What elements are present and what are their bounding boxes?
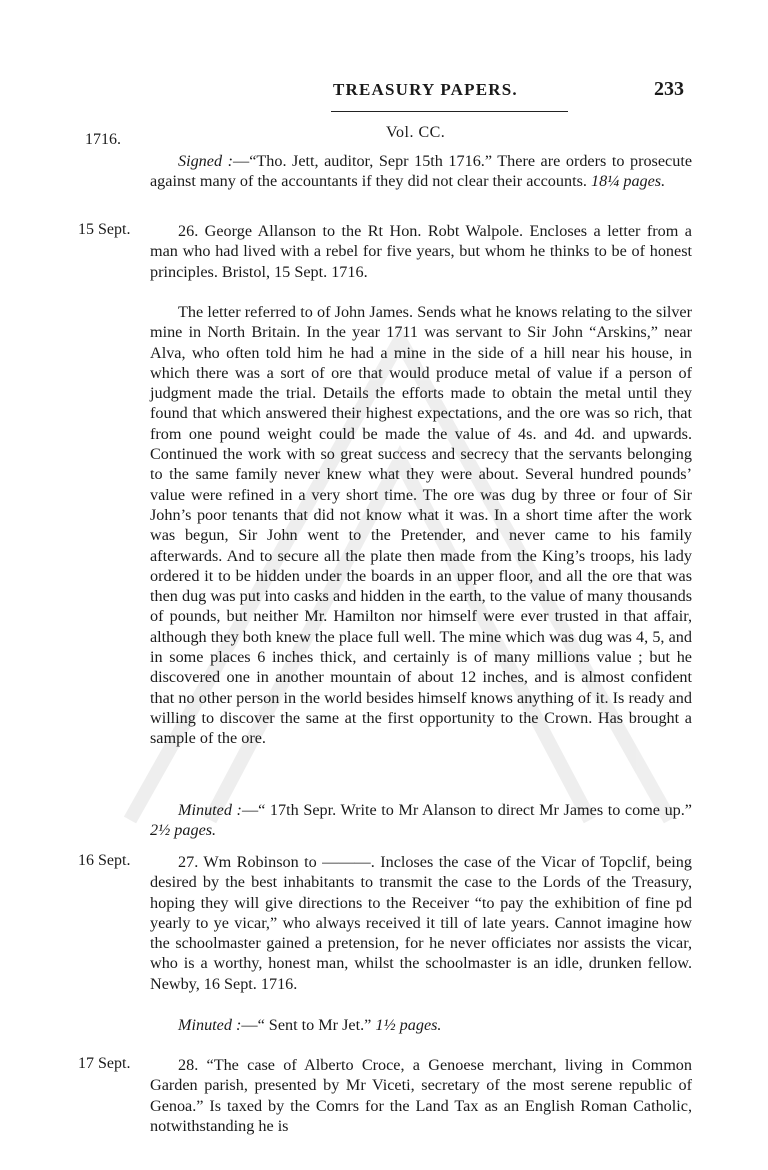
page-count: 2½ pages. — [150, 821, 217, 840]
page-count: 18¼ pages. — [590, 172, 666, 191]
minuted-text: —“ Sent to Mr Jet.” — [241, 1016, 376, 1034]
minuted-label: Minuted : — [178, 801, 242, 819]
signed-text: —“Tho. Jett, auditor, Sepr 15th 1716.” There are orders to prosecute against many of the accountants if they did not clear their accounts. — [150, 152, 693, 191]
entry-27: 27. Wm Robinson to ———. Incloses the case of the Vicar of Topclif, being desired by the best inhabitants to transmit the case to the Lords of the Treasury, hoping they will give directions to the Receiver “to pay the exhibition of fine pd yearly to ye vicar,” who always received it till of late years. Cannot imagine how the schoolmaster gained a pretension, for he never officiates nor assists the vicar, who is a worthy, honest man, whilst the schoolmaster is an idle, drunken fellow. Newby, 16 Sept. 1716. — [150, 853, 692, 993]
minuted-text: —“ 17th Sepr. Write to Mr Alanson to direct Mr James to come up.” — [241, 801, 692, 819]
running-title: TREASURY PAPERS. — [333, 80, 518, 99]
volume-label: Vol. CC. — [386, 124, 446, 141]
margin-year: 1716. — [85, 131, 121, 148]
signed-label: Signed : — [178, 152, 233, 170]
minuted-label: Minuted : — [178, 1016, 242, 1034]
page-number: 233 — [654, 78, 684, 100]
entry-28: 28. “The case of Alberto Croce, a Genoese merchant, living in Common Garden parish, presented by Mr Viceti, secretary of the most serene republic of Genoa.” Is taxed by the Comrs for the Land Tax as an English Roman Catholic, notwithstanding he is — [150, 1056, 692, 1135]
page-count: 1½ pages. — [375, 1016, 442, 1034]
margin-date: 15 Sept. — [78, 221, 131, 238]
margin-date: 17 Sept. — [78, 1055, 131, 1072]
entry-26-minuted — [150, 800, 692, 841]
entry-26-letter: The letter referred to of John James. Sends what he knows relating to the silver mine in North Britain. In the year 1711 was servant to Sir John “Arskins,” near Alva, who often told him he had a mine in the side of a hill near his house, in which there was a sort of ore that would produce metal of value if a person of judgment made the trial. Details the efforts made to obtain the metal until they found that which answered their highest expectations, and the ore was so rich, that from one pound weight could be made the value of 4s. and 4d. and upwards. Continued the work with so great success and secrecy that the servants belonging to the same family never knew what they were about. Several hundred pounds’ value were refined in a very short time. The ore was dug by three or four of Sir John’s poor tenants that did not know what it was. In a short time after the work was begun, Sir John went to the Pretender, and never came to his family afterwards. And to secure all the plate then made from the King’s troops, his lady ordered it to be hidden under the boards in an upper floor, and all the ore that was then dug was put into casks and hidden in the earth, to the value of many thousands of pounds, but neither Mr. Hamilton nor himself were ever trusted in that affair, although they both knew the place full well. The mine which was dug was 4, 5, and in some places 6 inches thick, and certainly is of many millions value ; but he discovered one in another mountain of about 12 inches, and is almost confident that no other person in the world besides himself knows anything of it. Is ready and willing to discover the same at the first opportunity to the Crown. Has brought a sample of the ore. — [150, 303, 692, 748]
header-rule — [331, 111, 568, 112]
entry-continuation — [150, 151, 692, 192]
margin-date: 16 Sept. — [78, 852, 131, 869]
entry-26: 26. George Allanson to the Rt Hon. Robt Walpole. Encloses a letter from a man who had lived with a rebel for five years, but whom he thinks to be of honest principles. Bristol, 15 Sept. 1716. — [150, 222, 692, 281]
entry-27-minuted — [150, 1015, 692, 1035]
